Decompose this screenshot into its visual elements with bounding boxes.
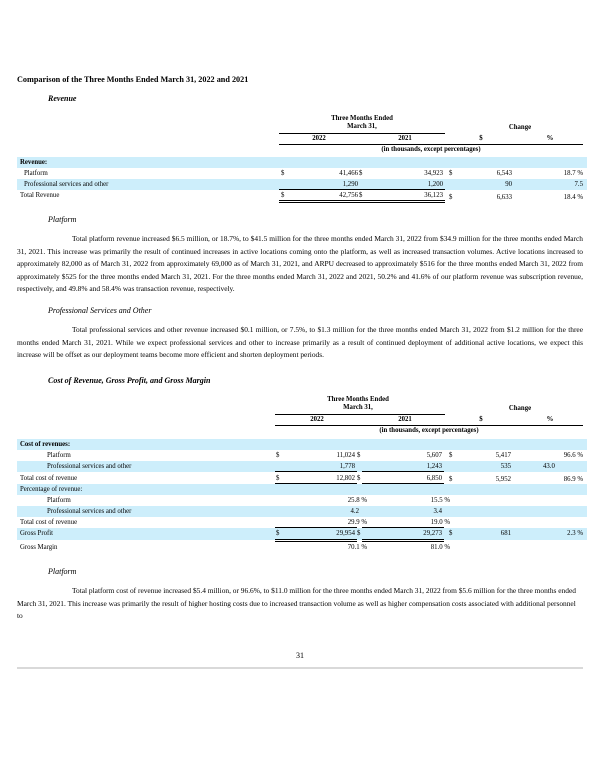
table-row: Total Revenue $ 42,756 $ 36,123 $ 6,633 18.4 % [20, 192, 583, 201]
header-three-months: Three Months Ended [331, 115, 393, 122]
header-2022: 2022 [310, 416, 324, 423]
platform-revenue-paragraph: Total platform revenue increased $6.5 million, or 18.7%, to $41.5 million for the three months ended March 31, 2022 from $34.9 million for the three months ended March 31, 2021. This increase was primarily the result of continued increases in active locations coming onto the platform, as well as increased transaction volumes. Active locations increased to approximately 82,000 as of March 31, 2022 from approximately 69,000 as of March 31, 2021, and ARPU decreased to approximately $516 for the three months ended March 31, 2022 from approximately $525 for the three months ended March 31, 2021. For the three months ended March 31, 2022 and 2021, 50.2% and 41.6% of our platform revenue was subscription revenue, respectively, and 49.8% and 58.4% was transaction revenue, respectively. [17, 234, 583, 294]
page-number: 31 [296, 651, 304, 660]
footer-divider [17, 667, 583, 669]
revenue-heading: Revenue [48, 94, 77, 103]
header-dollar: $ [479, 135, 483, 142]
table-row: Total cost of revenue $ 12,802 $ 6,850 $ 5,952 86.9 % [20, 475, 583, 483]
header-three-months: Three Months Ended [327, 396, 389, 403]
platform-cost-paragraph: Total platform cost of revenue increased $5.4 million, or 96.6%, to $11.0 million for the three months ended March 31, 2022 from $5.6 million for the three months ended March 31, 2021. This increase was primarily the result of higher hosting costs due to increased transaction volume as well as higher compensation costs associated with additional personnel to [17, 586, 576, 621]
header-change: Change [508, 405, 532, 412]
table-row: Total cost of revenue 29.9 % 19.0 % [20, 519, 450, 526]
header-pct: % [546, 416, 554, 423]
professional-services-heading: Professional Services and Other [48, 306, 152, 315]
cost-of-revenue-heading: Cost of Revenue, Gross Profit, and Gross Margin [48, 376, 211, 385]
section-title: Comparison of the Three Months Ended March 31, 2022 and 2021 [17, 75, 249, 84]
table-row: Professional services and other 4.2 3.4 [17, 506, 587, 517]
table-row: Gross Profit $ 29,954 $ 29,273 $ 681 2.3 % [17, 528, 587, 540]
header-march-31: March 31, [347, 123, 377, 130]
table-row: Revenue: [17, 157, 587, 168]
revenue-table [17, 115, 583, 210]
table-row: Professional services and other 1,290 1,200 90 7.5 [17, 179, 587, 190]
platform-cost-heading: Platform [48, 567, 77, 576]
platform-revenue-heading: Platform [48, 215, 77, 224]
header-units: (in thousands, except percentages) [381, 146, 481, 153]
header-change: Change [508, 124, 532, 131]
table-row: Cost of revenues: [17, 439, 587, 450]
table-row: Platform $ 11,024 $ 5,607 $ 5,417 96.6 % [47, 452, 583, 459]
professional-services-paragraph: Total professional services and other revenue increased $0.1 million, or 7.5%, to $1.3 million for the three months ended March 31, 2022 from $1.2 million for the three months ended March 31, 2021. While we expect professional services and other to increase primarily as a result of continued deployment of additional active locations, we expect this increase will be offset as our deployment teams become more efficient and shorten deployment periods. [17, 325, 583, 360]
table-row: Platform 25.8 % 15.5 % [47, 497, 450, 504]
header-units: (in thousands, except percentages) [379, 427, 479, 434]
header-2022: 2022 [312, 135, 326, 142]
header-march-31: March 31, [343, 404, 373, 411]
header-pct: % [546, 135, 554, 142]
table-row: Platform $ 41,466 $ 34,923 $ 6,543 18.7 % [24, 170, 583, 177]
table-row: Percentage of revenue: [17, 484, 587, 495]
table-row: Gross Margin 70.1 % 81.0 % [20, 544, 450, 551]
header-2021: 2021 [398, 416, 412, 423]
header-dollar: $ [479, 416, 483, 423]
cost-of-revenue-table [17, 396, 583, 566]
header-2021: 2021 [398, 135, 412, 142]
table-row: Professional services and other 1,778 1,243 535 43.0 [17, 461, 587, 472]
